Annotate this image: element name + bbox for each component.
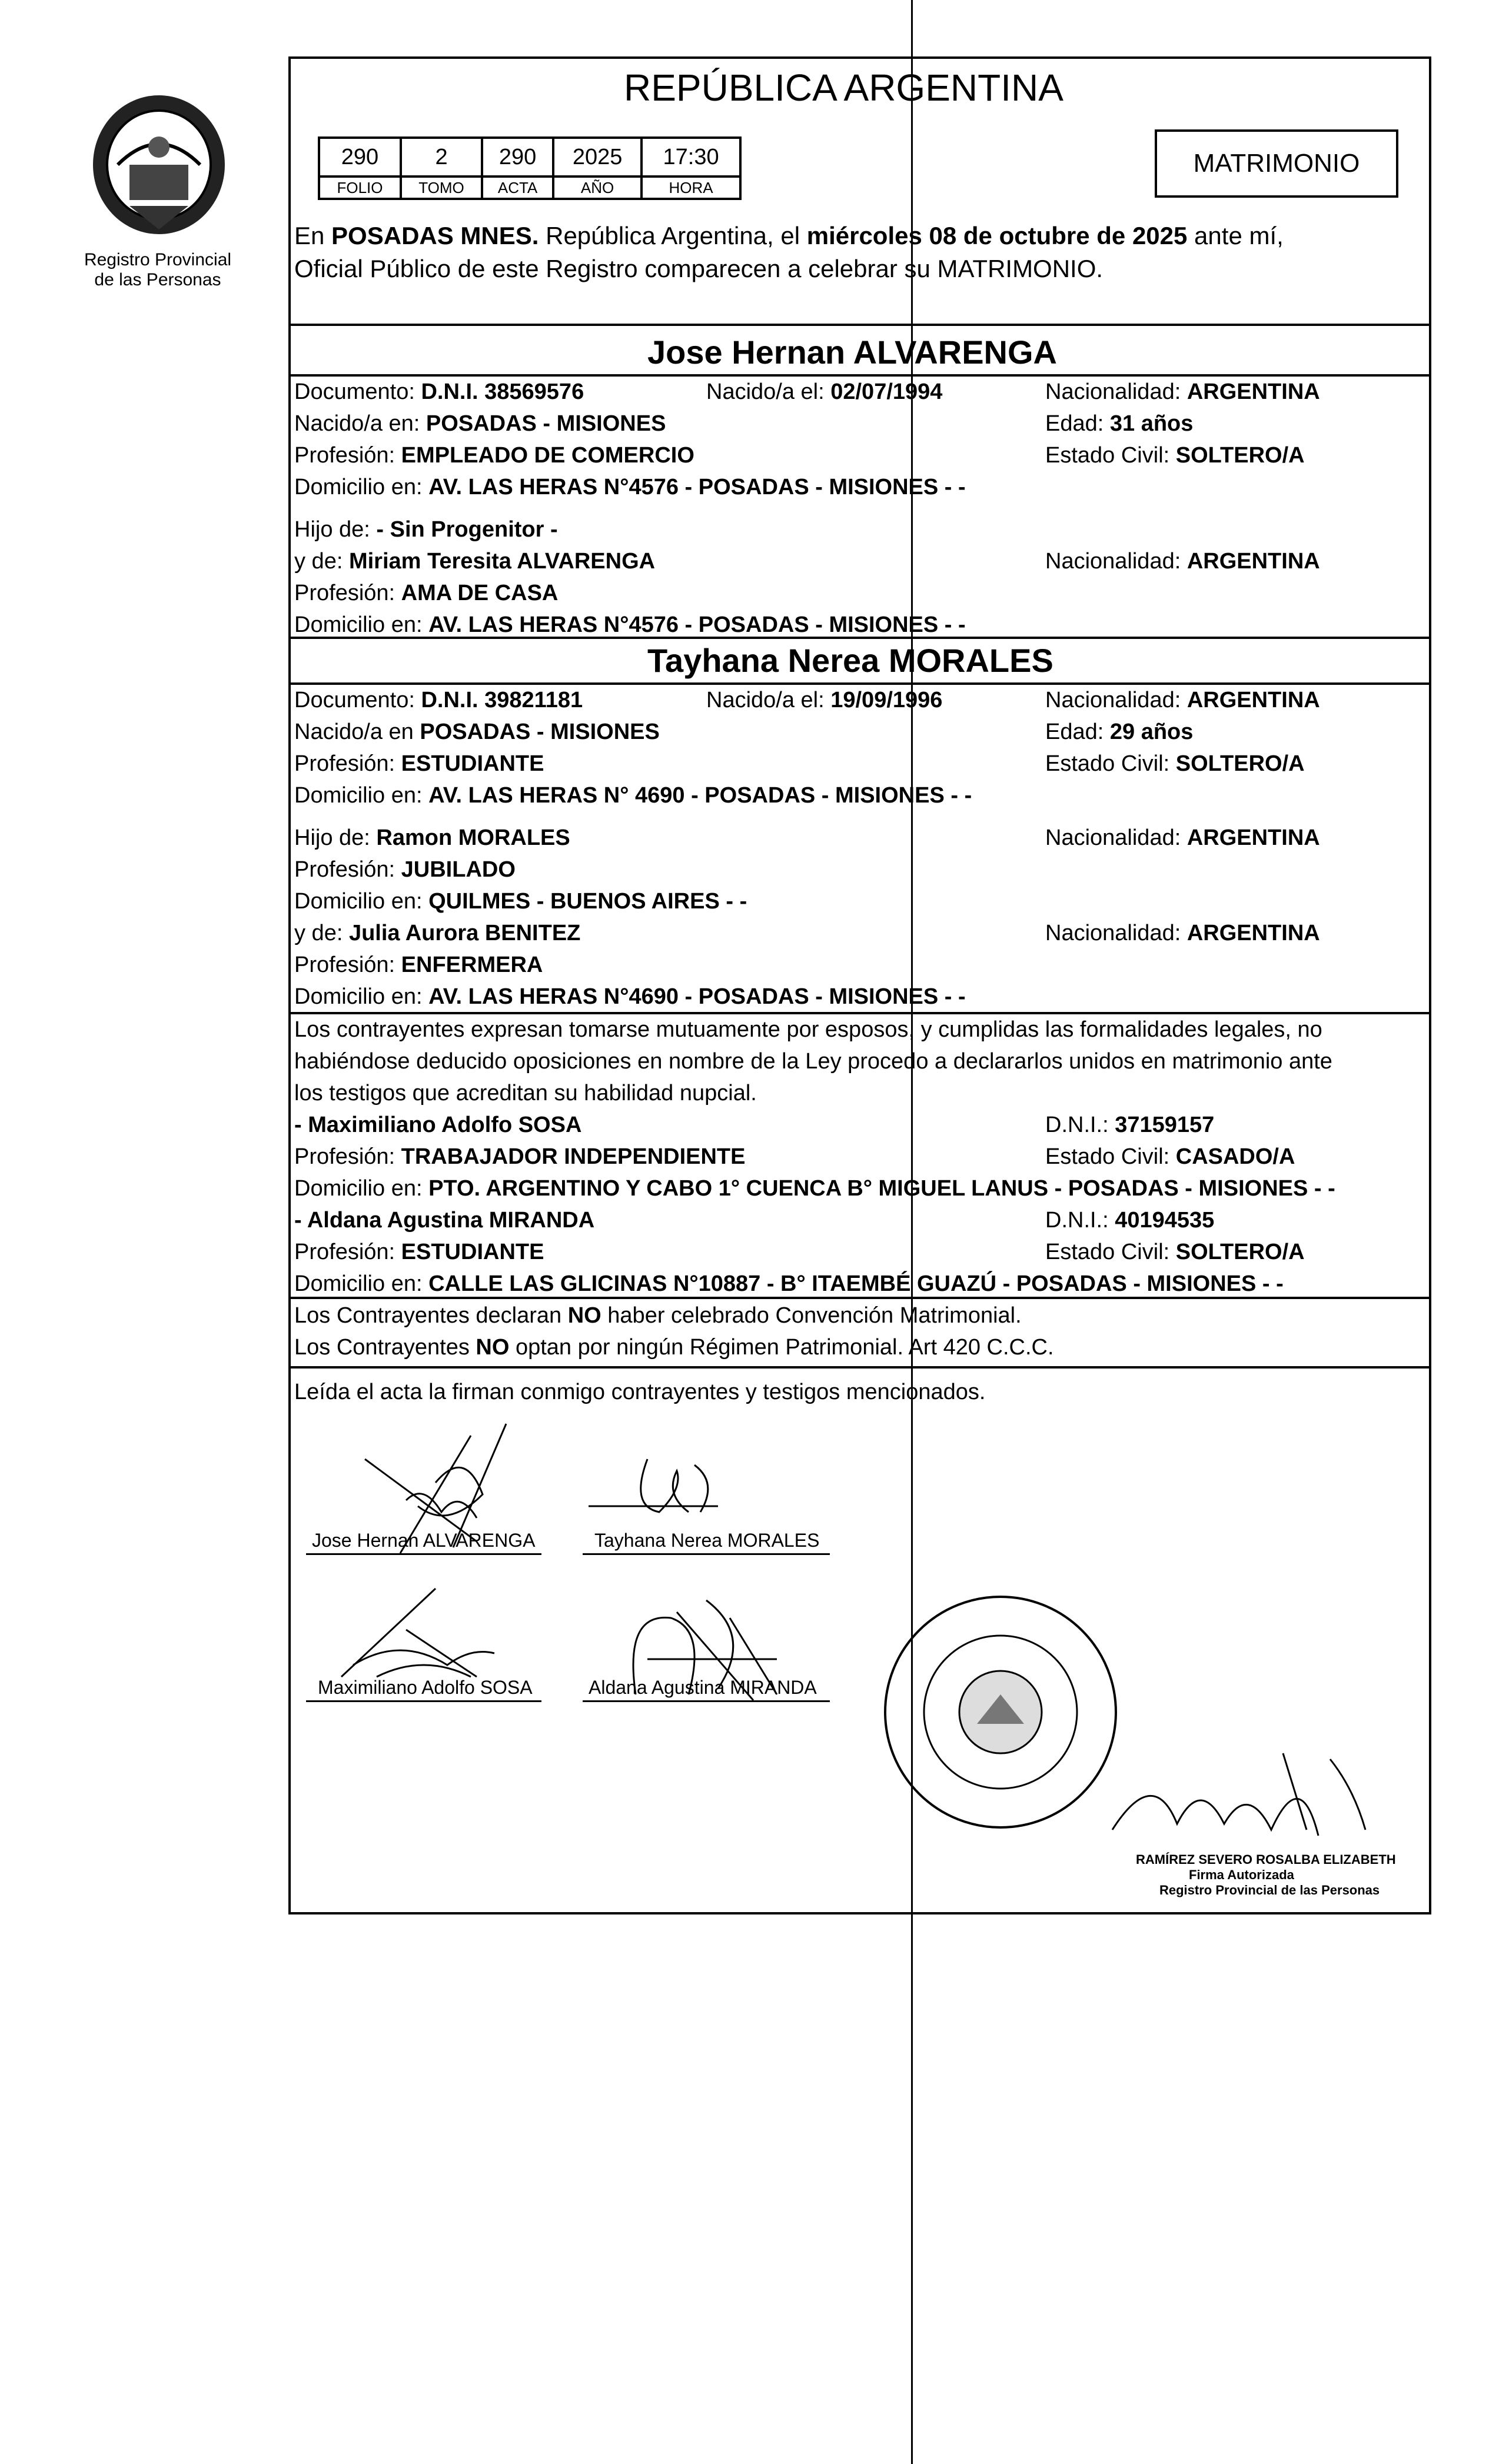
text: optan por ningún Régimen Patrimonial. Art 420 C.C.C. (509, 1335, 1054, 1360)
label: Profesión: (294, 953, 401, 977)
spouse1-mother-job: AMA DE CASA (401, 581, 559, 605)
spouse1-job: EMPLEADO DE COMERCIO (401, 443, 694, 468)
intro-text: En (294, 222, 332, 249)
spouse2-profession (294, 748, 544, 779)
label: Domicilio en: (294, 475, 429, 500)
spouse1-nationality (1045, 377, 1320, 407)
divider (288, 1366, 1431, 1368)
label: Profesión: (294, 1144, 401, 1169)
label: Hijo de: (294, 825, 377, 850)
spouse1-age-value: 31 años (1109, 411, 1194, 436)
witness1-dni (1045, 1110, 1214, 1140)
spouse1-birthdate (706, 377, 942, 407)
label: Nacionalidad: (1045, 825, 1187, 850)
spouse1-civil-status (1045, 440, 1305, 471)
signature-label-witness1: Maximiliano Adolfo SOSA (318, 1677, 533, 1698)
official-name-block (1136, 1852, 1396, 1898)
spouse1-father-name: - Sin Progenitor - (376, 517, 558, 542)
label: Nacionalidad: (1045, 921, 1187, 945)
witness2-dni (1045, 1205, 1214, 1236)
spouse1-mother-name: Miriam Teresita ALVARENGA (348, 549, 656, 574)
divider (288, 324, 1431, 326)
text: haber celebrado Convención Matrimonial. (601, 1303, 1022, 1328)
spouse2-mother-nat: ARGENTINA (1186, 921, 1320, 945)
witness2-dni-value: 40194535 (1115, 1208, 1215, 1233)
intro-city: POSADAS MNES. (331, 222, 539, 249)
spouse1-birthplace-value: POSADAS - MISIONES (426, 411, 666, 436)
spouse2-birthdate (706, 685, 942, 715)
signature-label-spouse1: Jose Hernan ALVARENGA (312, 1530, 536, 1551)
spouse1-document (294, 377, 584, 407)
witness2-profession (294, 1237, 544, 1267)
registry-name-line1: Registro Provincial (84, 250, 232, 269)
record-type-box (1155, 129, 1398, 198)
witness2-civil-status (1045, 1237, 1305, 1267)
signature-label-spouse2: Tayhana Nerea MORALES (594, 1530, 820, 1551)
witness1-civil: CASADO/A (1175, 1144, 1295, 1169)
spouse1-civil: SOLTERO/A (1175, 443, 1305, 468)
spouse1-mother-addr: AV. LAS HERAS N°4576 - POSADAS - MISIONES - - (428, 612, 966, 637)
spouse1-mother (294, 546, 655, 577)
declaration-line2: habiéndose deducido oposiciones en nombre de la Ley procedo a declararlos unidos en matrimonio ante (294, 1049, 1332, 1074)
spouse2-mother-addr: AV. LAS HERAS N°4690 - POSADAS - MISIONES - - (428, 984, 966, 1009)
registry-logo (82, 88, 235, 247)
label: Profesión: (294, 1240, 401, 1264)
spouse2-dni: D.N.I. 39821181 (421, 688, 583, 712)
spouse2-birthplace-value: POSADAS - MISIONES (420, 720, 660, 744)
witness1-name-value: Maximiliano Adolfo SOSA (308, 1113, 582, 1137)
spouse2-mother-nationality (1045, 918, 1320, 948)
official-office: Registro Provincial de las Personas (1159, 1883, 1380, 1897)
label: Domicilio en: (294, 984, 429, 1009)
signature-line (306, 1553, 541, 1555)
spouse2-father-nationality (1045, 823, 1320, 853)
registry-name (69, 250, 246, 290)
declaration-line3: los testigos que acreditan su habilidad nupcial. (294, 1081, 757, 1106)
spouse2-name: Tayhana Nerea MORALES (647, 642, 1053, 679)
label: Domicilio en: (294, 783, 429, 808)
label: Profesión: (294, 443, 401, 468)
declaration-line1: Los contrayentes expresan tomarse mutuamente por esposos, y cumplidas las formalidades legales, no (294, 1017, 1322, 1042)
witness2-address (294, 1268, 1284, 1299)
label: Hijo de: (294, 517, 377, 542)
label: Estado Civil: (1045, 443, 1176, 468)
spouse2-job: ESTUDIANTE (401, 751, 544, 776)
label: Nacido/a el: (706, 379, 831, 404)
witness2-civil: SOLTERO/A (1175, 1240, 1305, 1264)
spouse2-civil-status (1045, 748, 1305, 779)
convention-line2 (294, 1332, 1054, 1363)
spouse2-addr: AV. LAS HERAS N° 4690 - POSADAS - MISIONES - - (428, 783, 972, 808)
label: Nacido/a en (294, 720, 420, 744)
intro-text: ante mí, (1187, 222, 1284, 249)
spouse1-nat: ARGENTINA (1186, 379, 1320, 404)
divider (288, 1297, 1431, 1299)
spouse2-father (294, 823, 570, 853)
spouse1-dni: D.N.I. 38569576 (421, 379, 584, 404)
spouse1-mother-nationality (1045, 546, 1320, 577)
label: Edad: (1045, 411, 1110, 436)
spouse2-father-job: JUBILADO (401, 857, 516, 882)
label: D.N.I.: (1045, 1208, 1115, 1233)
spouse1-father (294, 514, 558, 545)
emphasis: NO (567, 1303, 601, 1328)
spouse2-born: 19/09/1996 (830, 688, 943, 712)
spouse2-father-name: Ramon MORALES (376, 825, 570, 850)
spouse2-birthplace (294, 717, 660, 747)
witness2-job: ESTUDIANTE (401, 1240, 544, 1264)
text: Los Contrayentes declaran (294, 1303, 568, 1328)
label: Domicilio en: (294, 1176, 429, 1201)
label: Documento: (294, 688, 421, 712)
spouse1-mother-nat: ARGENTINA (1186, 549, 1320, 574)
witness2-addr: CALLE LAS GLICINAS N°10887 - B° ITAEMBÉ GUAZÚ - POSADAS - MISIONES - - (428, 1271, 1284, 1296)
spouse1-mother-profession (294, 578, 558, 608)
record-type: MATRIMONIO (1193, 149, 1360, 178)
label: D.N.I.: (1045, 1113, 1115, 1137)
signature-line (306, 1700, 541, 1702)
witness1-name: - Maximiliano Adolfo SOSA (294, 1113, 582, 1137)
spouse2-father-profession (294, 854, 516, 885)
registry-name-line2: de las Personas (94, 270, 221, 289)
label: y de: (294, 549, 349, 574)
spouse2-mother-profession (294, 950, 543, 980)
spouse2-father-nat: ARGENTINA (1186, 825, 1320, 850)
official-title: Firma Autorizada (1189, 1867, 1294, 1882)
label: Estado Civil: (1045, 751, 1176, 776)
spouse2-address (294, 780, 972, 811)
witness2-name: - Aldana Agustina MIRANDA (294, 1208, 595, 1233)
spouse1-addr: AV. LAS HERAS N°4576 - POSADAS - MISIONES - - (428, 475, 966, 500)
spouse1-profession (294, 440, 694, 471)
label: Nacionalidad: (1045, 379, 1187, 404)
hora-label: HORA (642, 177, 740, 199)
label: Estado Civil: (1045, 1240, 1176, 1264)
witness1-profession (294, 1141, 745, 1172)
spouse2-father-address (294, 886, 747, 917)
witness1-dni-value: 37159157 (1115, 1113, 1215, 1137)
spouse2-mother-address (294, 981, 966, 1012)
spouse1-birthplace (294, 408, 666, 439)
label: Estado Civil: (1045, 1144, 1176, 1169)
spouse1-age (1045, 408, 1193, 439)
label: Nacido/a en: (294, 411, 426, 436)
folio-value: 290 (319, 138, 401, 177)
registry-seal (877, 1589, 1124, 1836)
page-title: REPÚBLICA ARGENTINA (624, 66, 1063, 109)
witness1-addr: PTO. ARGENTINO Y CABO 1° CUENCA B° MIGUEL LANUS - POSADAS - MISIONES - - (428, 1176, 1335, 1201)
label: Nacionalidad: (1045, 688, 1187, 712)
spouse2-mother (294, 918, 580, 948)
hora-value: 17:30 (642, 138, 740, 177)
closing-text: Leída el acta la firman conmigo contrayentes y testigos mencionados. (294, 1380, 986, 1404)
label: Edad: (1045, 720, 1110, 744)
witness1-address (294, 1173, 1335, 1204)
label: Domicilio en: (294, 612, 429, 637)
spouse2-age (1045, 717, 1193, 747)
tomo-value: 2 (401, 138, 482, 177)
label: Profesión: (294, 581, 401, 605)
witness1-civil-status (1045, 1141, 1295, 1172)
spouse1-mother-address (294, 610, 966, 640)
tomo-label: TOMO (401, 177, 482, 199)
signature-spouse2 (577, 1436, 753, 1541)
witness2-name-value: Aldana Agustina MIRANDA (307, 1208, 595, 1233)
anio-label: AÑO (553, 177, 642, 199)
signature-line (583, 1553, 830, 1555)
label: Profesión: (294, 857, 401, 882)
folio-label: FOLIO (319, 177, 401, 199)
spouse2-nat: ARGENTINA (1186, 688, 1320, 712)
convention-line1 (294, 1300, 1022, 1331)
record-fields-table (318, 136, 742, 200)
anio-value: 2025 (553, 138, 642, 177)
label: Domicilio en: (294, 1271, 429, 1296)
spouse2-age-value: 29 años (1109, 720, 1194, 744)
spouse2-mother-job: ENFERMERA (401, 953, 543, 977)
label: Nacido/a el: (706, 688, 831, 712)
intro-text: República Argentina, el (539, 222, 807, 249)
emphasis: NO (476, 1335, 510, 1360)
acta-label: ACTA (482, 177, 553, 199)
spouse2-civil: SOLTERO/A (1175, 751, 1305, 776)
label: Profesión: (294, 751, 401, 776)
official-name: RAMÍREZ SEVERO ROSALBA ELIZABETH (1136, 1852, 1396, 1867)
spouse1-address (294, 472, 966, 502)
witness1-job: TRABAJADOR INDEPENDIENTE (401, 1144, 746, 1169)
text: Los Contrayentes (294, 1335, 476, 1360)
spouse2-nationality (1045, 685, 1320, 715)
label: y de: (294, 921, 349, 945)
label: Domicilio en: (294, 889, 429, 914)
intro-line2: Oficial Público de este Registro comparecen a celebrar su MATRIMONIO. (294, 255, 1104, 282)
spouse2-father-addr: QUILMES - BUENOS AIRES - - (428, 889, 747, 914)
acta-value: 290 (482, 138, 553, 177)
divider (288, 637, 1431, 639)
spouse2-mother-name: Julia Aurora BENITEZ (348, 921, 581, 945)
spouse1-born: 02/07/1994 (830, 379, 943, 404)
spouse2-document (294, 685, 583, 715)
label: Documento: (294, 379, 421, 404)
spouse1-name: Jose Hernan ALVARENGA (647, 334, 1057, 371)
intro-date: miércoles 08 de octubre de 2025 (806, 222, 1188, 249)
intro-line1 (294, 220, 1284, 252)
signature-line (583, 1700, 830, 1702)
signature-label-witness2: Aldana Agustina MIRANDA (589, 1677, 817, 1698)
label: Nacionalidad: (1045, 549, 1187, 574)
